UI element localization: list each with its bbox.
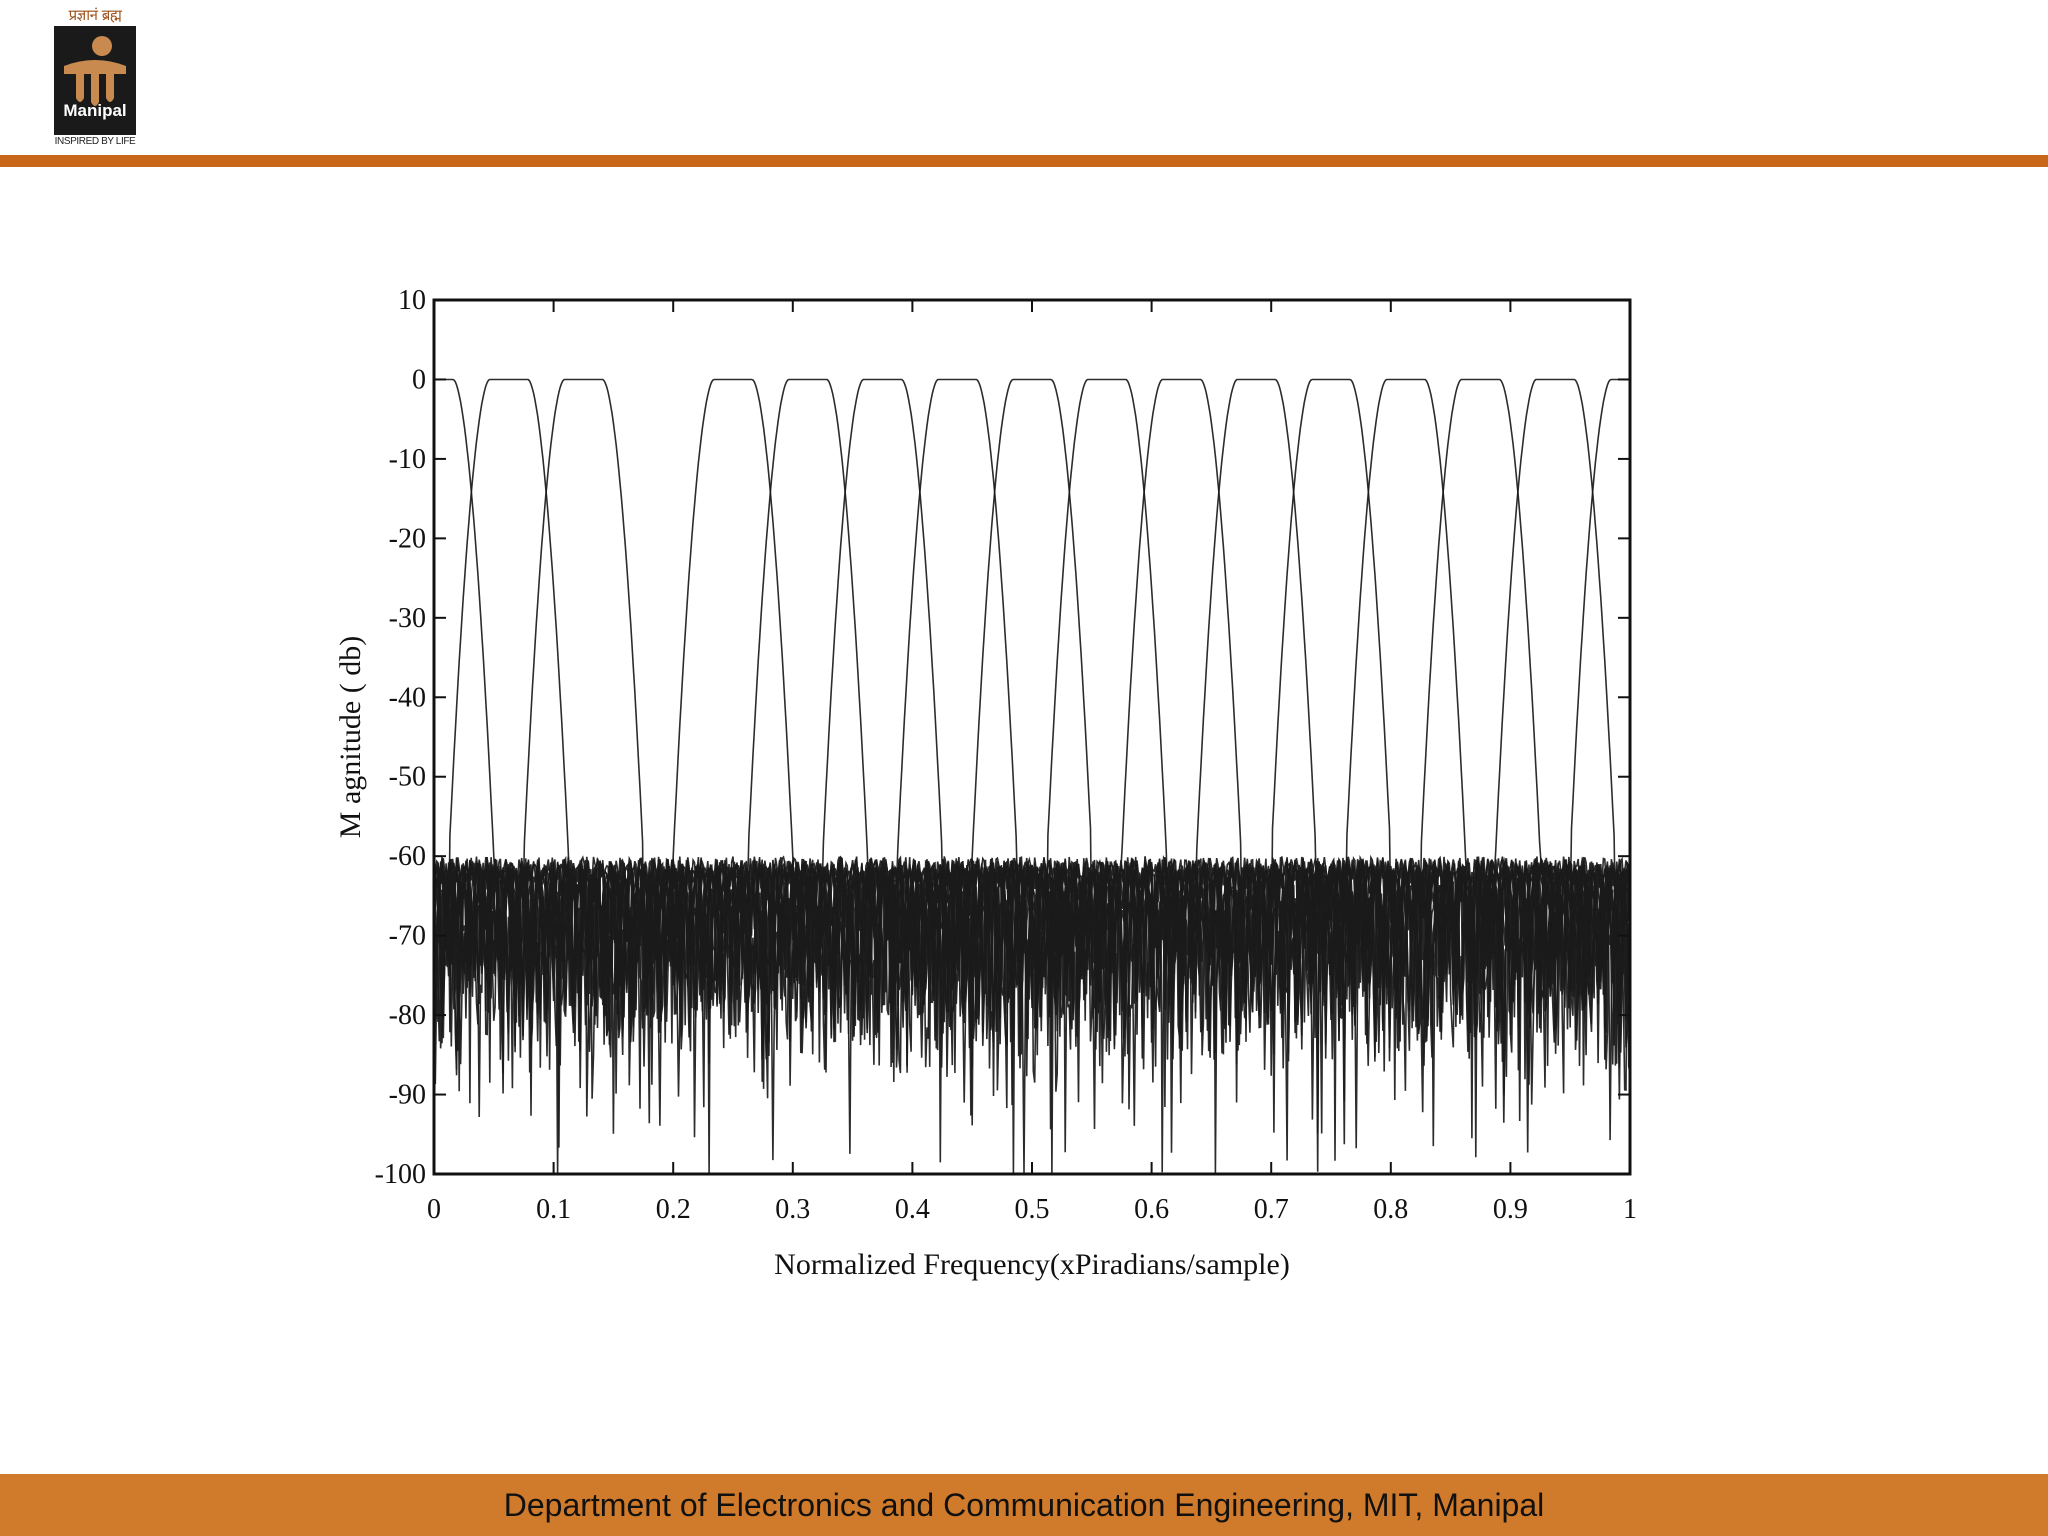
x-axis-label: Normalized Frequency(xPiradians/sample): [774, 1248, 1290, 1281]
y-tick-label: -10: [388, 443, 426, 475]
y-tick-label: -50: [388, 761, 426, 793]
logo-brand: Manipal: [63, 101, 127, 120]
y-axis-label: M agnitude ( db): [334, 635, 367, 839]
x-tick-label: 0.4: [894, 1194, 930, 1225]
logo-mark: [54, 26, 136, 135]
manipal-logo: [53, 4, 137, 148]
x-tick-label: 0.5: [1014, 1194, 1050, 1225]
logo-motto: प्रज्ञानं ब्रह्म: [68, 6, 122, 24]
y-tick-label: -70: [388, 920, 426, 952]
y-tick-label: -40: [388, 682, 426, 714]
x-tick-label: 0.6: [1134, 1194, 1170, 1225]
x-tick-label: 0.9: [1492, 1194, 1528, 1225]
x-tick-label: 0.7: [1253, 1194, 1289, 1225]
x-tick-label: 0.3: [775, 1194, 811, 1225]
y-tick-label: -30: [388, 602, 426, 634]
x-tick-label: 0.1: [536, 1194, 572, 1225]
y-tick-label: -60: [388, 841, 426, 873]
x-tick-label: 0.2: [655, 1194, 691, 1225]
x-tick-label: 0: [427, 1194, 441, 1225]
chart-svg: [320, 270, 1660, 1300]
y-tick-label: -100: [374, 1159, 426, 1190]
y-tick-label: -80: [388, 1000, 426, 1032]
x-tick-label: 1: [1623, 1194, 1637, 1225]
header-rule: [0, 155, 2048, 167]
filter-bank-chart: [320, 270, 1660, 1300]
y-tick-label: 10: [398, 285, 426, 316]
series-line-channel-11: [434, 380, 1630, 1173]
y-tick-label: 0: [412, 364, 426, 396]
footer-bar: Department of Electronics and Communication Engineering, MIT, Manipal: [0, 1474, 2048, 1536]
x-tick-label: 0.8: [1373, 1194, 1409, 1225]
y-tick-label: -20: [388, 523, 426, 555]
logo-tagline: INSPIRED BY LIFE: [54, 136, 136, 147]
y-tick-label: -90: [388, 1079, 426, 1111]
